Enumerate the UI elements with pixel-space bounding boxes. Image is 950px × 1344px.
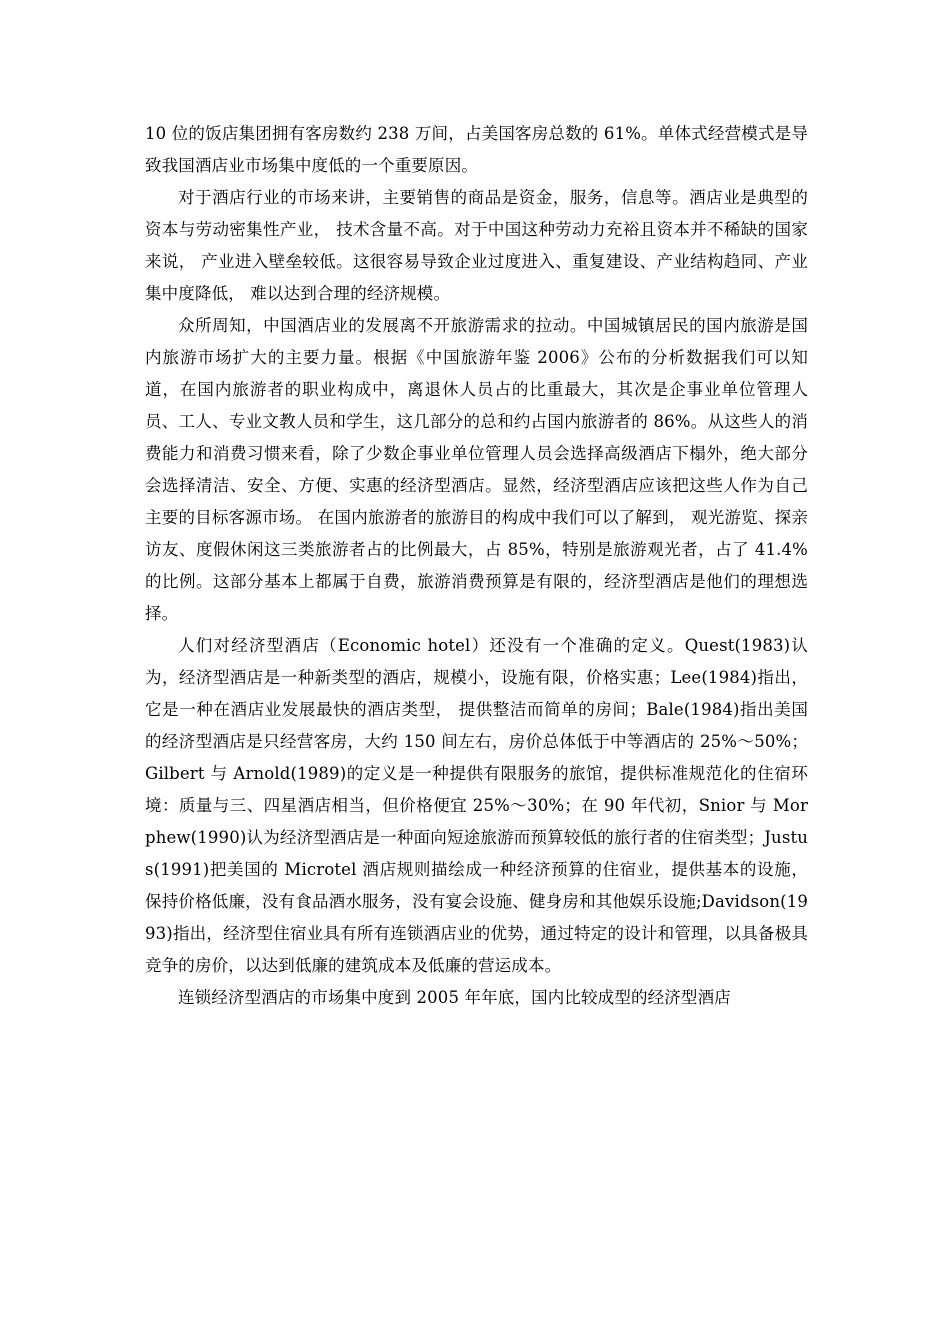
paragraph-1: 10 位的饭店集团拥有客房数约 238 万间，占美国客房总数的 61%。单体式经营模式是导致我国酒店业市场集中度低的一个重要原因。 — [145, 124, 808, 175]
paragraph-2: 对于酒店行业的市场来讲，主要销售的商品是资金，服务，信息等。酒店业是典型的资本与劳动密集性产业， 技术含量不高。对于中国这种劳动力充裕且资本并不稀缺的国家来说， 产业进入壁垒较低。这很容易导致企业过度进入、重复建设、产业结构趋同、产业集中度降低， 难以达到合理的经济规模。 — [145, 188, 808, 303]
paragraph-3: 众所周知，中国酒店业的发展离不开旅游需求的拉动。中国城镇居民的国内旅游是国内旅游市场扩大的主要力量。根据《中国旅游年鉴 2006》公布的分析数据我们可以知道，在国内旅游者的职业构成中，离退休人员占的比重最大，其次是企事业单位管理人员、工人、专业文教人员和学生，这几部分的总和约占国内旅游者的 86%。从这些人的消费能力和消费习惯来看，除了少数企事业单位管理人员会选择高级酒店下榻外，绝大部分会选择清洁、安全、方便、实惠的经济型酒店。显然，经济型酒店应该把这些人作为自己主要的目标客源市场。 在国内旅游者的旅游目的构成中我们可以了解到， 观光游览、探亲访友、度假休闲这三类旅游者占的比例最大，占 85%，特别是旅游观光者，占了 41.4%的比例。这部分基本上都属于自费，旅游消费预算是有限的，经济型酒店是他们的理想选择。 — [145, 316, 808, 623]
paragraph-5: 连锁经济型酒店的市场集中度到 2005 年年底，国内比较成型的经济型酒店 — [178, 988, 731, 1007]
paragraph-4: 人们对经济型酒店（Economic hotel）还没有一个准确的定义。Quest(1983)认为，经济型酒店是一种新类型的酒店，规模小，设施有限，价格实惠；Lee(1984)指出， 它是一种在酒店业发展最快的酒店类型， 提供整洁而简单的房间；Bale(1984)指出美国的经济型酒店是只经营客房，大约 150 间左右，房价总体低于中等酒店的 25%～50%；Gilbert 与 Arnold(1989)的定义是一种提供有限服务的旅馆，提供标准规范化的住宿环境：质量与三、四星酒店相当，但价格便宜 25%～30%；在 90 年代初，Snior 与 Morphew(1990)认为经济型酒店是一种面向短途旅游而预算较低的旅行者的住宿类型；Justus(1991)把美国的 Microtel 酒店规则描绘成一种经济预算的住宿业，提供基本的设施，保持价格低廉，没有食品酒水服务，没有宴会设施、健身房和其他娱乐设施;Davidson(1993)指出，经济型住宿业具有所有连锁酒店业的优势，通过特定的设计和管理，以具备极具竞争的房价，以达到低廉的建筑成本及低廉的营运成本。 — [145, 636, 808, 975]
document-page — [145, 118, 808, 1014]
